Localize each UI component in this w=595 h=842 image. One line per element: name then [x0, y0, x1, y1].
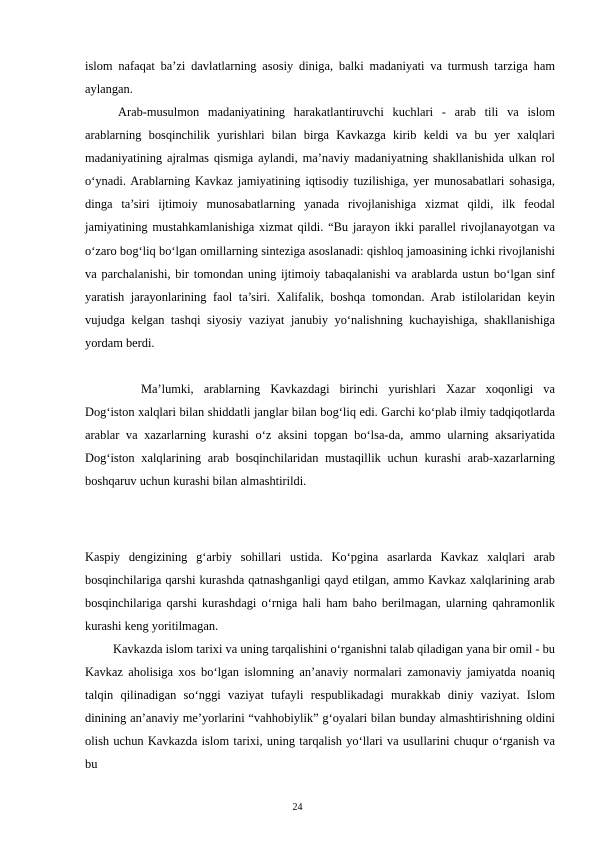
paragraph-4: Kaspiy dengizining g‘arbiy sohillari ustida. Ko‘pgina asarlarda Kavkaz xalqlari arab bosqinchilariga qarshi kurashda qatnashganligi qayd etilgan, ammo Kavkaz xalqlarining arab bosqinchilariga qarshi kurashdagi o‘rniga hali ham baho berilmagan, ularning qahramonlik kurashi keng yoritilmagan. — [85, 550, 555, 634]
page-number: 24 — [292, 802, 303, 813]
paragraph-2: Arab-musulmon madaniyatining harakatlantiruvchi kuchlari - arab tili va islom arablarning bosqinchilik yurishlari bilan birga Kavkazga kirib keldi va bu yer xalqlari madaniyatining ajralmas qismiga aylandi, ma’naviy madaniyatning shakllanishida ulkan rol o‘ynadi. Arablarning Kavkaz jamiyatining iqtisodiy tuzilishiga, yer munosabatlari sohasiga, dinga ta’siri ijtimoiy munosabatlarning yanada rivojlanishiga xizmat qildi, ilk feodal jamiyatining mustahkamlanishiga xizmat qildi. “Bu jarayon ikki parallel rivojlanayotgan va o‘zaro bog‘liq bo‘lgan omillarning sinteziga asoslanadi: qishloq jamoasining ichki rivojlanishi va parchalanishi, bir tomondan uning ijtimoiy tabaqalanishi va arablarda ustun bo‘lgan sinf yaratish jarayonlarining faol ta’siri. Xalifalik, boshqa tomondan. Arab istilolaridan keyin vujudga kelgan tashqi siyosiy vaziyat janubiy yo‘nalishning kuchayishiga, shakllanishiga yordam berdi. — [85, 105, 555, 350]
paragraph-3: Ma’lumki, arablarning Kavkazdagi birinchi yurishlari Xazar xoqonligi va Dog‘iston xalqlari bilan shiddatli janglar bilan bog‘liq edi. Garchi ko‘plab ilmiy tadqiqotlarda arablar va xazarlarning kurashi o‘z aksini topgan bo‘lsa-da, ammo ularning aksariyatida Dog‘iston xalqlarining arab bosqinchilaridan mustaqillik uchun kurashi arab-xazarlarning boshqaruv uchun kurashi bilan almashtirildi. — [85, 382, 555, 489]
paragraph-1: islom nafaqat ba’zi davlatlarning asosiy diniga, balki madaniyati va turmush tarziga ham aylangan. — [85, 59, 555, 97]
paragraph-5: Kavkazda islom tarixi va uning tarqalishini o‘rganishni talab qiladigan yana bir omil - bu Kavkaz aholisiga xos bo‘lgan islomning an’anaviy normalari zamonaviy jamiyatda noaniq talqin qilinadigan so‘nggi vaziyat tufayli respublikadagi murakkab diniy vaziyat. Islom dinining an’anaviy me’yorlarini “vahhobiylik” g‘oyalari bilan bunday almashtirishning oldini olish uchun Kavkazda islom tarixi, uning tarqalish yo‘llari va usullarini chuqur o‘rganish va bu — [85, 642, 555, 772]
